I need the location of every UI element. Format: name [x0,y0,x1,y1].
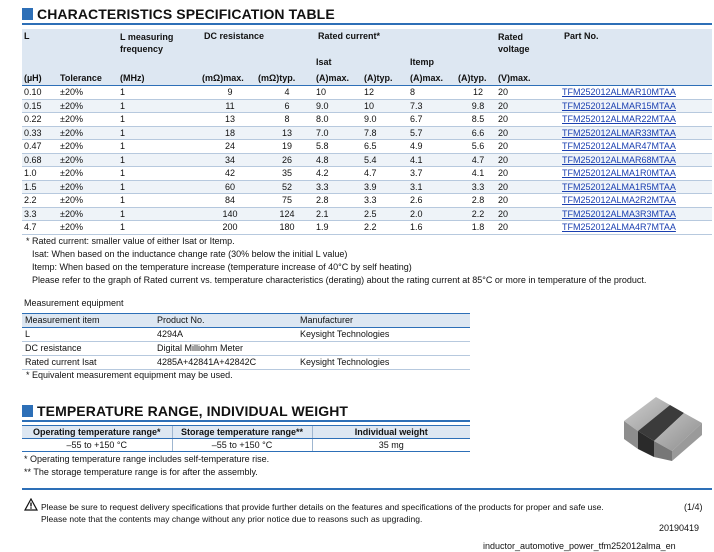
cell-tol: ±20% [60,86,120,100]
operating-temp-note: * Operating temperature range includes self-temperature rise. [24,454,270,464]
cell-ittyp: 4.7 [458,153,498,167]
cell-dcrtyp: 52 [258,180,316,194]
table-row [22,86,712,100]
cell-v: 20 [498,113,562,127]
cell-isattyp: 9.0 [364,113,410,127]
cell-l: 2.2 [22,194,60,208]
table-row: Rated current Isat 4285A+42841A+42842C Keysight Technologies [22,356,470,370]
itemp-note: Itemp: When based on the temperature increase (temperature increase of 40°C by self heating) [32,262,412,272]
cell-isatmax: 3.3 [316,180,364,194]
part-number-link[interactable]: TFM252012ALMAR47MTAA [562,141,676,152]
col-voltage-head: Rated voltage [498,29,562,71]
cell-itmax: 3.7 [410,167,458,181]
cell-itmax: 8 [410,86,458,100]
cell-v: 20 [498,126,562,140]
cell-v: 20 [498,194,562,208]
isat-note: Isat: When based on the inductance change rate (30% below the initial L value) [32,249,348,259]
cell-ittyp: 2.2 [458,207,498,221]
cell-isatmax: 1.9 [316,221,364,235]
cell-itmax: 1.6 [410,221,458,235]
cell-dcrmax: 140 [202,207,258,221]
cell-ittyp: 4.1 [458,167,498,181]
cell-dcrmax: 9 [202,86,258,100]
storage-temp-note: ** The storage temperature range is for after the assembly. [24,467,258,477]
table-row [22,221,712,235]
cell-v: 20 [498,99,562,113]
part-number-link[interactable]: TFM252012ALMA3R3MTAA [562,208,676,219]
temperature-table: Operating temperature range* Storage temperature range** Individual weight –55 to +150 °C –55 to +150 °C 35 mg [22,425,470,452]
cell-isattyp: 2.2 [364,221,410,235]
cell-itmax: 3.1 [410,180,458,194]
spec-table-body [22,86,712,235]
col-itemp-head: Itemp [410,57,435,67]
measurement-title: Measurement equipment [24,298,124,308]
cell-v: 20 [498,207,562,221]
cell-isattyp: 10 [364,99,410,113]
cell-dcrtyp: 26 [258,153,316,167]
cell-v: 20 [498,86,562,100]
cell-f: 1 [120,207,202,221]
cell-dcrmax: 60 [202,180,258,194]
cell-tol: ±20% [60,140,120,154]
cell-dcrtyp: 75 [258,194,316,208]
cell-v: 20 [498,167,562,181]
section-marker-icon [22,405,33,417]
part-number-link[interactable]: TFM252012ALMAR22MTAA [562,114,676,125]
part-number-link[interactable]: TFM252012ALMA4R7MTAA [562,222,676,233]
footer-notice: Please note that the contents may change without any prior notice due to reasons such as upgrading. [41,514,423,524]
measurement-table: Measurement item Product No. Manufacturer L 4294A Keysight Technologies DC resistance Digital Milliohm Meter Rated current Isat 4285A+42841A+42842C Keysight Technologies [22,313,470,370]
cell-itmax: 2.0 [410,207,458,221]
cell-l: 1.0 [22,167,60,181]
cell-l: 0.22 [22,113,60,127]
table-row: L 4294A Keysight Technologies [22,328,470,342]
cell-itmax: 4.9 [410,140,458,154]
cell-dcrtyp: 124 [258,207,316,221]
section-title-temperature: TEMPERATURE RANGE, INDIVIDUAL WEIGHT [22,403,348,419]
cell-tol: ±20% [60,180,120,194]
cell-tol: ±20% [60,207,120,221]
part-number-link[interactable]: TFM252012ALMAR10MTAA [562,87,676,98]
document-id: inductor_automotive_power_tfm252012alma_en [483,541,676,551]
cell-f: 1 [120,86,202,100]
part-number-link[interactable]: TFM252012ALMA1R0MTAA [562,168,676,179]
section-rule [22,23,712,25]
cell-dcrmax: 11 [202,99,258,113]
cell-itmax: 5.7 [410,126,458,140]
table-row [22,180,712,194]
cell-tol: ±20% [60,126,120,140]
col-rated-current-head: Rated current* [316,29,410,71]
cell-isatmax: 8.0 [316,113,364,127]
col-freq-head: L measuring frequency [120,29,202,71]
table-row [22,113,712,127]
cell-ittyp: 8.5 [458,113,498,127]
cell-isattyp: 2.5 [364,207,410,221]
inductor-chip-image [618,383,708,461]
warning-icon [24,498,38,511]
cell-isatmax: 9.0 [316,99,364,113]
table-row: DC resistance Digital Milliohm Meter [22,342,470,356]
part-number-link[interactable]: TFM252012ALMAR68MTAA [562,154,676,165]
cell-l: 0.47 [22,140,60,154]
cell-dcrtyp: 19 [258,140,316,154]
cell-isatmax: 7.0 [316,126,364,140]
cell-f: 1 [120,194,202,208]
col-isat-head: Isat [316,57,332,67]
cell-dcrmax: 200 [202,221,258,235]
cell-dcrtyp: 13 [258,126,316,140]
cell-ittyp: 6.6 [458,126,498,140]
cell-itmax: 2.6 [410,194,458,208]
cell-isattyp: 12 [364,86,410,100]
spec-table: L L measuring frequency DC resistance Rated current* Rated voltage Part No. (µH) Tolerance (MHz) (mΩ)max. (mΩ)typ. Isat (A)max. (A)typ. Itemp (A)max. (A)typ. (V)max. 0.10 ±20% 1 9 4 10 12 8 12 20 TFM252012ALMAR10MTAA 0.15 ±20% 1 11 6 9.0 10 7.3 9.8 20 TFM252012ALMAR15MTAA 0.22 ±20% 1 13 8 8.0 9.0 6.7 8.5 20 TFM252012ALMAR22MTAA 0.33 ±20% 1 18 13 7.0 7.8 5.7 6.6 20 TFM252012ALMAR33MTAA 0.47 ±20% 1 24 19 5.8 6.5 4.9 5.6 20 TFM252012ALMAR47MTAA 0.68 ±20% 1 34 26 4.8 5.4 4.1 4.7 20 TFM252012ALMAR68MTAA 1.0 ±20% 1 42 35 4.2 4.7 3.7 4.1 20 TFM252012ALMA1R0MTAA 1.5 ±20% 1 60 52 3.3 3.9 3.1 3.3 20 TFM252012ALMA1R5MTAA 2.2 ±20% 1 84 75 2.8 3.3 2.6 2.8 20 TFM252012ALMA2R2MTAA 3.3 ±20% 1 140 124 2.1 2.5 2.0 2.2 20 TFM252012ALMA3R3MTAA 4.7 ±20% 1 200 180 1.9 2.2 1.6 1.8 20 TFM252012ALMA4R7MTAA [22,29,712,235]
cell-l: 4.7 [22,221,60,235]
cell-isattyp: 5.4 [364,153,410,167]
cell-itmax: 7.3 [410,99,458,113]
table-row [22,194,712,208]
col-l-head: L [22,29,60,71]
cell-f: 1 [120,180,202,194]
footer-disclaimer: Please be sure to request delivery specifications that provide further details on the features and specifications of the products for proper and safe use. [41,502,604,512]
cell-isatmax: 4.2 [316,167,364,181]
col-dcr-head: DC resistance [202,29,316,71]
col-partno-head: Part No. [562,29,712,71]
measurement-note: * Equivalent measurement equipment may be used. [26,370,233,380]
cell-tol: ±20% [60,194,120,208]
cell-f: 1 [120,221,202,235]
cell-tol: ±20% [60,113,120,127]
cell-itmax: 6.7 [410,113,458,127]
cell-ittyp: 5.6 [458,140,498,154]
cell-v: 20 [498,153,562,167]
cell-dcrmax: 84 [202,194,258,208]
cell-l: 1.5 [22,180,60,194]
table-row [22,207,712,221]
cell-isattyp: 3.9 [364,180,410,194]
cell-dcrtyp: 35 [258,167,316,181]
cell-ittyp: 2.8 [458,194,498,208]
cell-ittyp: 9.8 [458,99,498,113]
cell-l: 3.3 [22,207,60,221]
cell-dcrtyp: 6 [258,99,316,113]
cell-ittyp: 12 [458,86,498,100]
cell-isatmax: 2.8 [316,194,364,208]
page-number: (1/4) [684,502,703,512]
cell-tol: ±20% [60,153,120,167]
rated-current-note: * Rated current: smaller value of either Isat or Itemp. [26,236,235,246]
derating-note: Please refer to the graph of Rated current vs. temperature characteristics (derating) about the rating current at 85°C or more in temperature of the product. [32,275,647,285]
part-number-link[interactable]: TFM252012ALMA1R5MTAA [562,181,676,192]
cell-isattyp: 3.3 [364,194,410,208]
cell-f: 1 [120,113,202,127]
section-rule [22,420,470,422]
cell-f: 1 [120,126,202,140]
cell-ittyp: 3.3 [458,180,498,194]
table-row [22,99,712,113]
cell-v: 20 [498,221,562,235]
cell-isattyp: 7.8 [364,126,410,140]
cell-l: 0.15 [22,99,60,113]
cell-l: 0.33 [22,126,60,140]
cell-ittyp: 1.8 [458,221,498,235]
cell-dcrmax: 34 [202,153,258,167]
cell-dcrmax: 24 [202,140,258,154]
cell-l: 0.10 [22,86,60,100]
cell-tol: ±20% [60,99,120,113]
cell-f: 1 [120,167,202,181]
cell-l: 0.68 [22,153,60,167]
cell-f: 1 [120,99,202,113]
cell-tol: ±20% [60,167,120,181]
section-title-characteristics: CHARACTERISTICS SPECIFICATION TABLE [22,6,335,22]
cell-dcrmax: 42 [202,167,258,181]
section-marker-icon [22,8,33,20]
table-row [22,126,712,140]
cell-isatmax: 4.8 [316,153,364,167]
part-number-link[interactable]: TFM252012ALMAR15MTAA [562,100,676,111]
cell-isattyp: 6.5 [364,140,410,154]
part-number-link[interactable]: TFM252012ALMA2R2MTAA [562,195,676,206]
cell-dcrtyp: 8 [258,113,316,127]
table-row [22,153,712,167]
footer-rule [22,488,712,490]
table-row [22,167,712,181]
cell-f: 1 [120,140,202,154]
cell-v: 20 [498,180,562,194]
cell-dcrtyp: 4 [258,86,316,100]
cell-tol: ±20% [60,221,120,235]
document-date: 20190419 [659,523,700,533]
cell-itmax: 4.1 [410,153,458,167]
cell-dcrtyp: 180 [258,221,316,235]
cell-dcrmax: 13 [202,113,258,127]
cell-isatmax: 2.1 [316,207,364,221]
cell-dcrmax: 18 [202,126,258,140]
cell-isatmax: 5.8 [316,140,364,154]
cell-isattyp: 4.7 [364,167,410,181]
cell-f: 1 [120,153,202,167]
part-number-link[interactable]: TFM252012ALMAR33MTAA [562,127,676,138]
table-row [22,140,712,154]
cell-v: 20 [498,140,562,154]
cell-isatmax: 10 [316,86,364,100]
